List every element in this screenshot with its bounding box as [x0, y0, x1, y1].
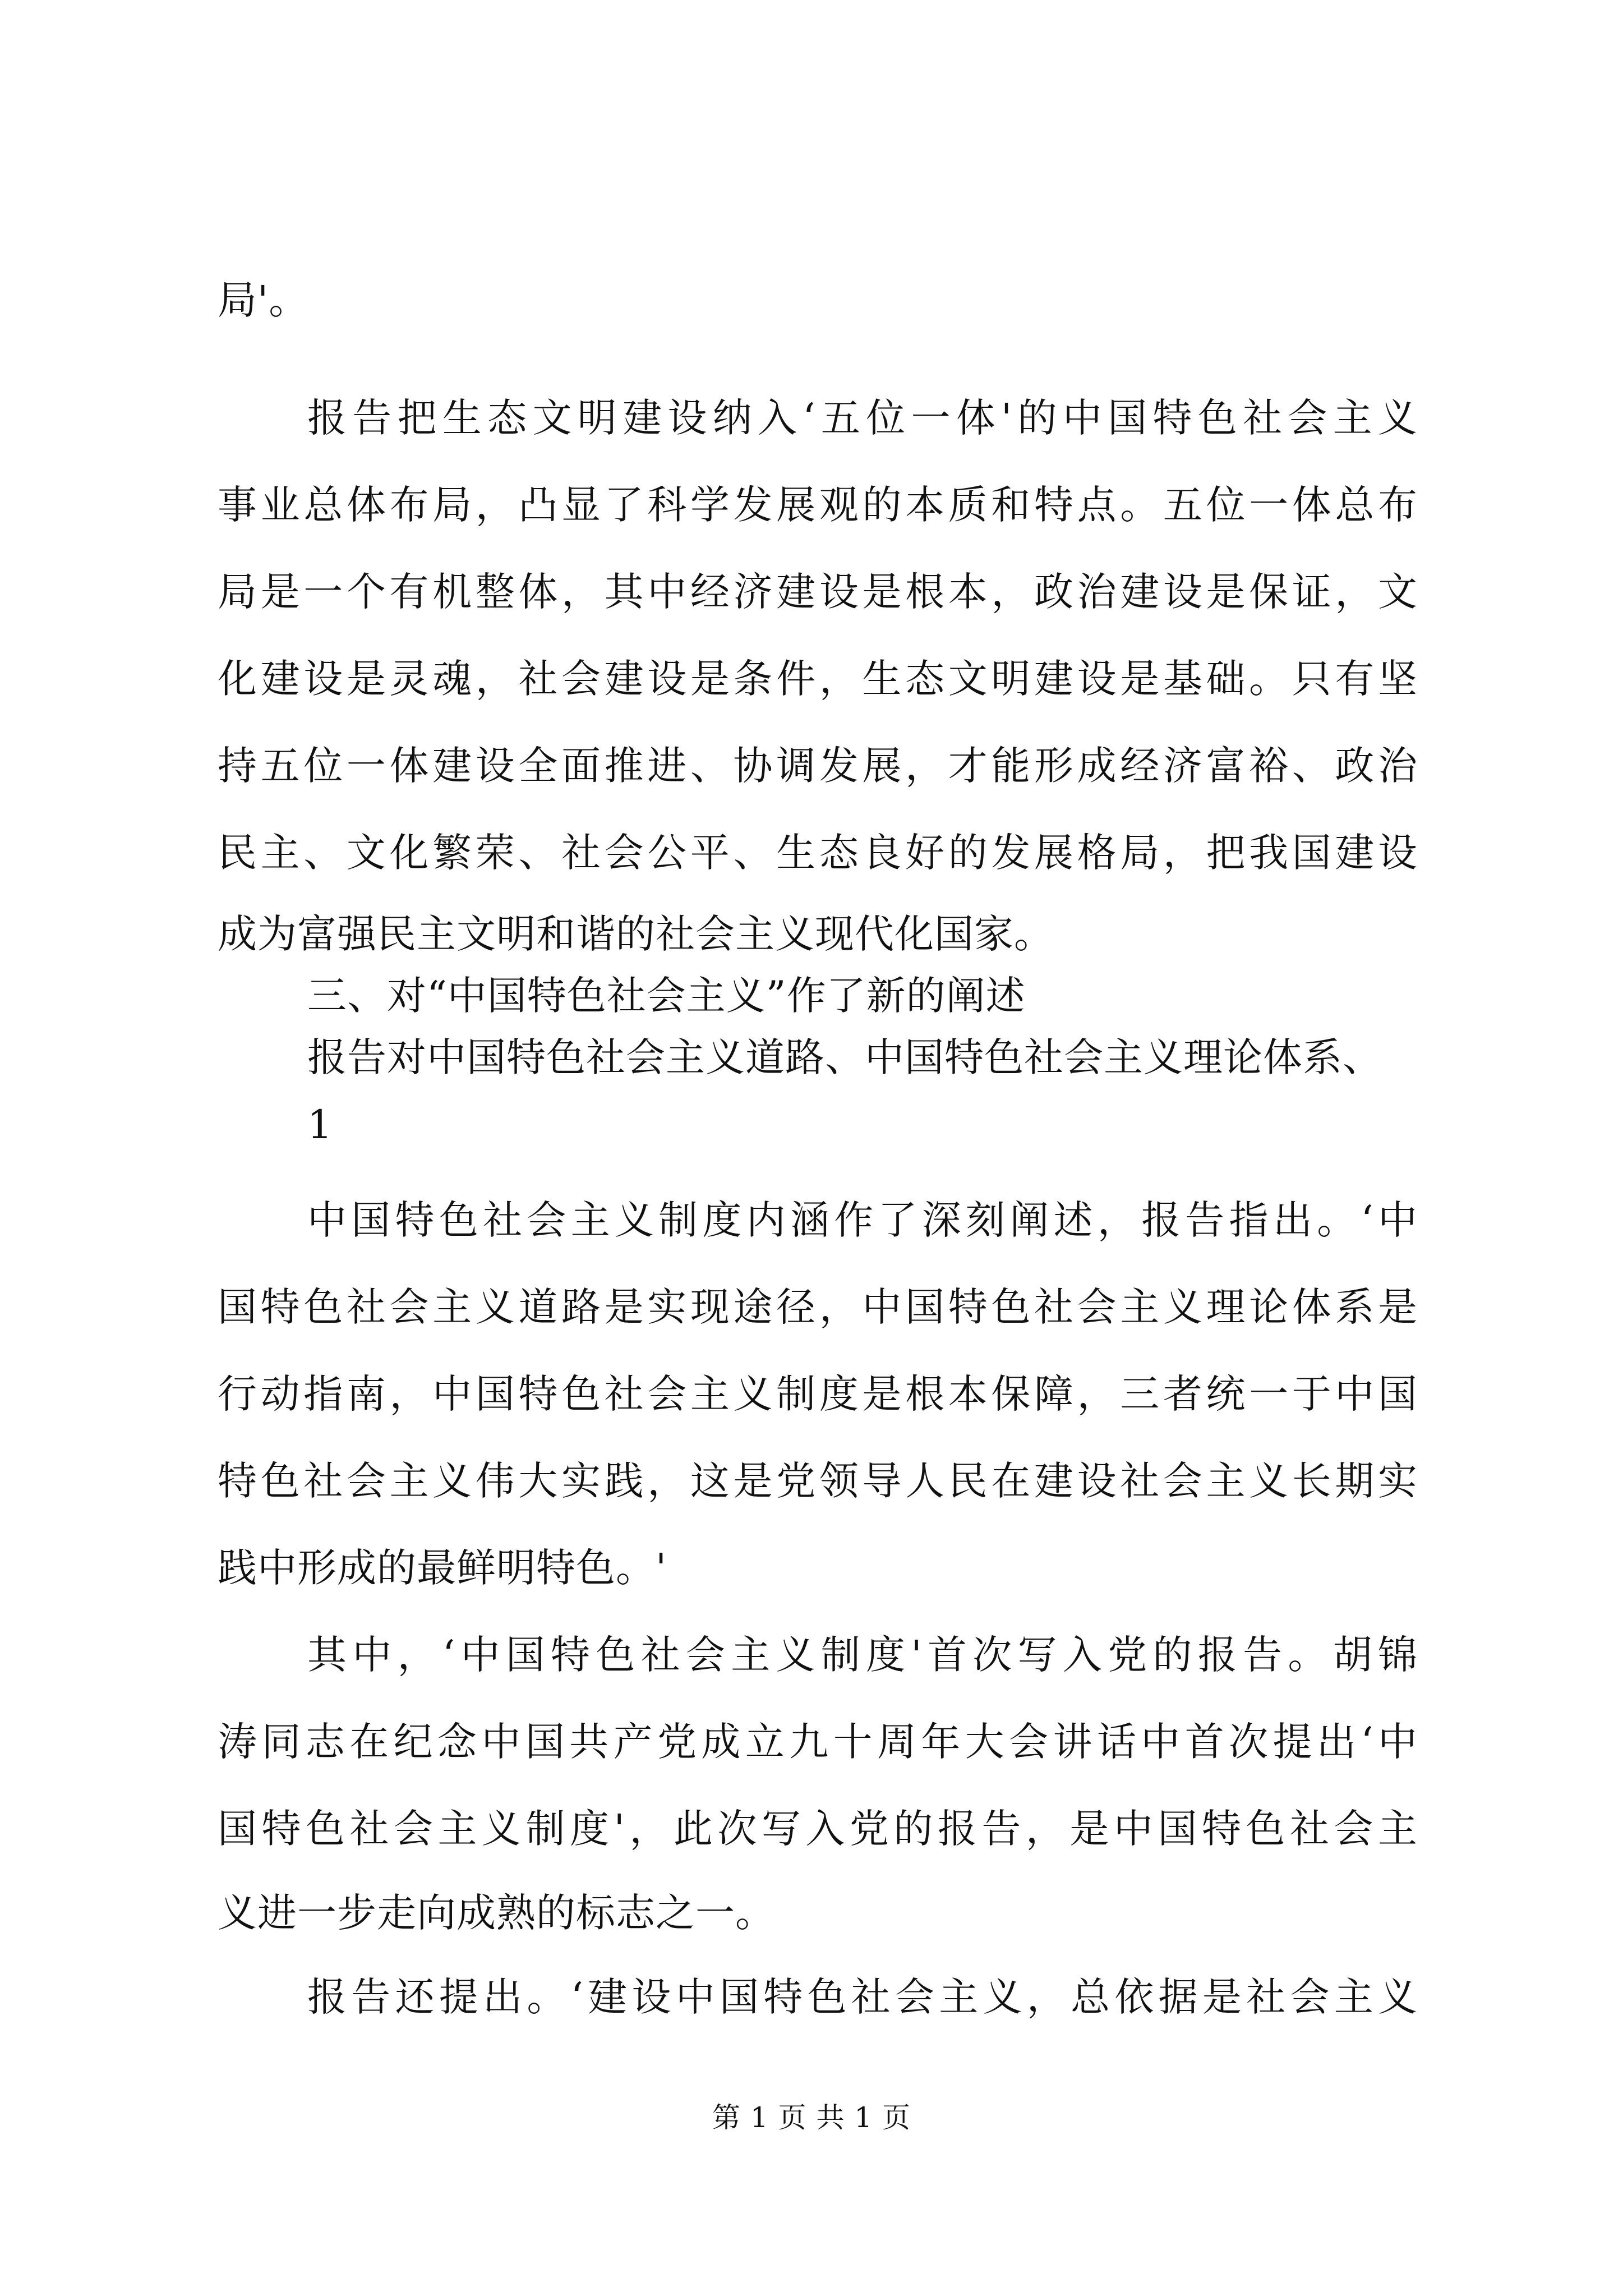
text-line-content: 局'。: [218, 277, 309, 323]
text-line-content: 特色社会主义伟大实践，这是党领导人民在建设社会主义长期实: [218, 1458, 1418, 1504]
text-line-content: 涛同志在纪念中国共产党成立九十周年大会讲话中首次提出‘中: [218, 1719, 1418, 1765]
text-line-content: 国特色社会主义制度'，此次写入党的报告，是中国特色社会主: [218, 1806, 1418, 1852]
paragraph-start: 报告对中国特色社会主义道路、中国特色社会主义理论体系、: [307, 1034, 1382, 1080]
text-line-content: 民主、文化繁荣、社会公平、生态良好的发展格局，把我国建设: [218, 830, 1418, 876]
text-line-content: 国特色社会主义道路是实现途径，中国特色社会主义理论体系是: [218, 1284, 1418, 1330]
text-line-content: 中国特色社会主义制度内涵作了深刻阐述，报告指出。‘中: [307, 1197, 1418, 1243]
text-line-content: 局是一个有机整体，其中经济建设是根本，政治建设是保证，文: [218, 569, 1418, 615]
page-number-footer: 第 1 页 共 1 页: [712, 2101, 911, 2134]
text-line-content: 成为富强民主文明和谐的社会主义现代化国家。: [218, 911, 1054, 957]
paragraph-start: 其中，‘中国特色社会主义制度'首次写入党的报告。胡锦: [307, 1632, 1418, 1678]
text-line-content: 践中形成的最鲜明特色。': [218, 1545, 667, 1591]
text-line-content: 行动指南，中国特色社会主义制度是根本保障，三者统一于中国: [218, 1371, 1418, 1417]
text-line-content: 化建设是灵魂，社会建设是条件，生态文明建设是基础。只有坚: [218, 656, 1418, 702]
text-line-content: 事业总体布局，凸显了科学发展观的本质和特点。五位一体总布: [218, 482, 1418, 528]
text-line-content: 持五位一体建设全面推进、协调发展，才能形成经济富裕、政治: [218, 743, 1418, 789]
paragraph-start: 报告把生态文明建设纳入‘五位一体'的中国特色社会主义: [307, 395, 1418, 441]
paragraph-start: 报告还提出。‘建设中国特色社会主义，总依据是社会主义: [307, 1974, 1418, 2020]
inline-page-marker: 1: [307, 1102, 333, 1148]
section-heading-text: 三、对“中国特色社会主义”作了新的阐述: [307, 973, 1026, 1019]
text-line-content: 义进一步走向成熟的标志之一。: [218, 1890, 775, 1936]
